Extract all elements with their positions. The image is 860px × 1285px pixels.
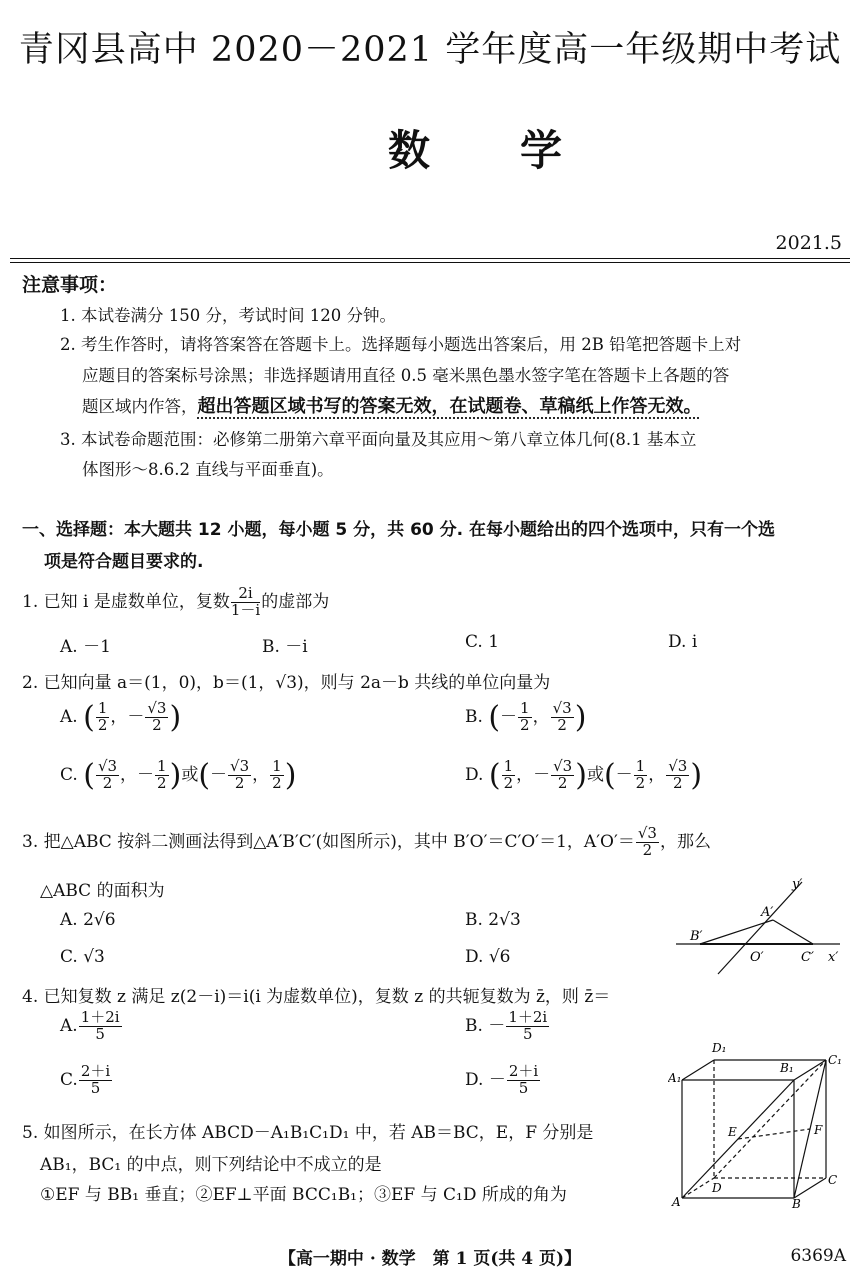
q1-option-b: B. －i [262, 637, 308, 657]
comma: ， [648, 765, 666, 785]
right-paren: ) [284, 758, 297, 793]
edge-bc [794, 1178, 826, 1198]
num: √3 [97, 757, 118, 776]
label-d: D [712, 1181, 722, 1195]
num: √3 [147, 699, 167, 718]
q2-c-label: C. [60, 765, 78, 785]
q4-c-frac [79, 1064, 112, 1097]
num: 1 [272, 757, 282, 776]
den: 2 [157, 774, 167, 792]
right-paren: ) [575, 758, 587, 793]
header-rule [10, 258, 850, 259]
q2-option-b [465, 700, 586, 735]
or-text: 或 [586, 765, 604, 785]
exam-date: 2021.5 [775, 232, 842, 254]
q2-b-frac2 [551, 701, 574, 734]
q2-b-label: B. [465, 707, 483, 727]
den: 2 [97, 716, 108, 734]
den: 2 [234, 774, 245, 792]
q3-stem-b: ，那么 [659, 831, 711, 852]
q2-b-frac1 [518, 701, 532, 734]
frac [228, 759, 251, 792]
q4-c-label: C. [60, 1069, 78, 1090]
q2-option-c [60, 758, 296, 793]
question-1-stem [22, 586, 329, 619]
num: 1 [97, 699, 108, 718]
q1-option-d: D. i [668, 632, 698, 652]
label-c: C [828, 1173, 838, 1187]
question-2-stem: 2. 已知向量 a＝(1，0)，b＝(1，√3)，则与 2a－b 共线的单位向量为 [22, 673, 551, 693]
den: 2 [557, 716, 567, 734]
q3-stem-a: 3. 把△ABC 按斜二测画法得到△A′B′C′(如图所示)，其中 B′O′＝C′O′＝1，A′O′＝ [22, 831, 635, 852]
den: 2 [102, 774, 113, 792]
section-heading-line2: 项是符合题目要求的. [44, 552, 204, 572]
label-a: A′ [761, 905, 774, 920]
frac [634, 759, 648, 792]
notice-heading: 注意事项： [22, 274, 118, 296]
q1-stem-b: 的虚部为 [261, 591, 330, 612]
q2-option-d [465, 758, 702, 793]
label-b: B [792, 1197, 801, 1210]
num: √3 [668, 757, 688, 776]
frac [96, 759, 119, 792]
q2-d-label: D. [465, 765, 484, 785]
q3-frac-num: √3 [637, 824, 657, 842]
label-d1: D₁ [712, 1041, 727, 1055]
segment-ef [738, 1129, 810, 1139]
den: 5 [518, 1078, 529, 1097]
label-a1: A₁ [668, 1071, 682, 1085]
page-footer: 【高一期中 · 数学 第 1 页(共 4 页)】 [278, 1249, 582, 1269]
left-paren: ( [603, 758, 616, 793]
frac [155, 759, 169, 792]
den: 5 [522, 1024, 533, 1043]
edge-b1c1 [794, 1060, 826, 1080]
num: 1 [503, 757, 514, 776]
q2-a-label: A. [60, 707, 78, 727]
comma: ， [110, 707, 128, 727]
q4-a-frac [79, 1010, 122, 1043]
edge-ba [700, 920, 773, 944]
label-c1: C₁ [828, 1053, 842, 1067]
q2-a-frac2 [145, 701, 168, 734]
cuboid-figure [668, 1038, 852, 1210]
num: 2＋i [80, 1062, 111, 1080]
num: √3 [552, 699, 572, 718]
q1-option-a: A. －1 [60, 637, 111, 657]
num: 2＋i [508, 1062, 539, 1080]
edge-ac [773, 920, 813, 944]
oblique-triangle-figure [668, 872, 846, 977]
q3-option-b: B. 2√3 [465, 910, 521, 930]
right-paren: ) [690, 758, 703, 793]
notice-item-1: 1. 本试卷满分 150 分，考试时间 120 分钟。 [60, 306, 396, 325]
notice-item-2-line2: 应题目的答案标号涂黑；非选择题请用直径 0.5 毫米黑色墨水签字笔在答题卡上各题的答 [82, 366, 730, 385]
den: 2 [635, 774, 646, 792]
q1-frac-num: 2i [231, 586, 260, 603]
label-f: F [814, 1123, 823, 1137]
num: 1＋2i [508, 1008, 548, 1026]
q4-d-label: D. － [465, 1069, 506, 1090]
right-paren: ) [574, 700, 587, 735]
frac [551, 759, 574, 792]
q4-option-c [60, 1064, 113, 1097]
minus: － [210, 765, 228, 785]
label-x: x′ [828, 950, 839, 965]
num: √3 [553, 757, 573, 776]
frac [666, 759, 689, 792]
exam-title: 青冈县高中 2020－2021 学年度高一年级期中考试 [18, 30, 842, 70]
q4-option-b [465, 1010, 550, 1043]
q1-option-c: C. 1 [465, 632, 500, 652]
frac [270, 759, 284, 792]
q3-frac-den: 2 [642, 840, 653, 859]
left-paren: ( [488, 758, 501, 793]
left-paren: ( [83, 700, 95, 735]
notice-item-3-line2: 体图形～8.6.2 直线与平面垂直)。 [82, 460, 334, 479]
minus: － [533, 765, 551, 785]
q4-b-frac [506, 1010, 549, 1043]
question-3-stem-line2: △ABC 的面积为 [40, 881, 165, 901]
notice-emphasis: 超出答题区域书写的答案无效，在试题卷、草稿纸上作答无效。 [197, 396, 702, 417]
or-text: 或 [181, 765, 199, 785]
den: 5 [95, 1024, 105, 1043]
num: √3 [230, 757, 250, 776]
question-5-line1: 5. 如图所示，在长方体 ABCD－A₁B₁C₁D₁ 中，若 AB＝BC，E，F 分别是 [22, 1123, 594, 1143]
notice-item-2-line3-text: 题区域内作答， [82, 397, 198, 416]
diag-dc1 [714, 1060, 826, 1178]
notice-item-2-line3 [82, 392, 702, 418]
edge-a1d1 [682, 1060, 714, 1080]
label-y: y′ [792, 877, 803, 892]
q3-fraction [636, 826, 659, 859]
left-paren: ( [83, 758, 95, 793]
den: 2 [272, 774, 282, 792]
question-3-stem [22, 826, 711, 859]
question-5-line2: AB₁，BC₁ 的中点，则下列结论中不成立的是 [40, 1155, 382, 1175]
question-4-stem: 4. 已知复数 z 满足 z(2－i)＝i(i 为虚数单位)，复数 z 的共轭复数为 z̄，则 z̄＝ [22, 987, 611, 1007]
label-b: B′ [690, 929, 703, 944]
q3-option-a: A. 2√6 [60, 910, 116, 930]
left-paren: ( [488, 700, 501, 735]
q4-option-d [465, 1064, 541, 1097]
header-rule-thin [10, 262, 850, 263]
den: 2 [557, 774, 568, 792]
label-o: O′ [750, 950, 764, 965]
frac [502, 759, 516, 792]
minus: － [500, 707, 518, 727]
comma: ， [532, 707, 550, 727]
num: 1 [520, 699, 530, 718]
q1-frac-den: 1－i [230, 600, 261, 619]
den: 2 [520, 716, 530, 734]
left-paren: ( [198, 758, 211, 793]
comma: ， [252, 765, 270, 785]
subject-title: 数学 [387, 126, 652, 175]
num: 1＋2i [80, 1008, 120, 1026]
q2-option-a [60, 700, 181, 735]
minus: － [137, 765, 155, 785]
right-paren: ) [169, 758, 182, 793]
comma: ， [120, 765, 138, 785]
den: 5 [90, 1078, 101, 1097]
den: 2 [672, 774, 683, 792]
comma: ， [516, 765, 534, 785]
q2-a-frac1 [96, 701, 110, 734]
num: 1 [635, 757, 646, 776]
num: 1 [157, 757, 167, 776]
exam-code: 6369A [790, 1246, 846, 1266]
notice-item-3-line1: 3. 本试卷命题范围：必修第二册第六章平面向量及其应用～第八章立体几何(8.1 基本立 [60, 430, 697, 449]
q4-a-label: A. [60, 1015, 78, 1036]
q4-d-frac [507, 1064, 540, 1097]
den: 2 [503, 774, 514, 792]
label-c: C′ [801, 950, 814, 965]
label-b1: B₁ [780, 1061, 794, 1075]
label-e: E [728, 1125, 737, 1139]
q3-option-c: C. √3 [60, 947, 105, 967]
minus: － [615, 765, 633, 785]
q1-fraction [231, 586, 260, 619]
label-a: A [672, 1195, 681, 1209]
q3-option-d: D. √6 [465, 947, 511, 967]
right-paren: ) [169, 700, 182, 735]
q1-stem-a: 1. 已知 i 是虚数单位，复数 [22, 591, 230, 612]
notice-item-2-line1: 2. 考生作答时，请将答案答在答题卡上。选择题每小题选出答案后，用 2B 铅笔把答题卡上对 [60, 335, 742, 354]
q4-option-a [60, 1010, 123, 1043]
question-5-line3: ①EF 与 BB₁ 垂直；②EF⊥平面 BCC₁B₁；③EF 与 C₁D 所成的角为 [40, 1185, 567, 1205]
section-heading-line1: 一、选择题：本大题共 12 小题，每小题 5 分，共 60 分. 在每小题给出的四个选项中，只有一个选 [22, 520, 776, 540]
q4-b-label: B. － [465, 1015, 506, 1036]
minus: － [127, 707, 145, 727]
den: 2 [152, 716, 162, 734]
